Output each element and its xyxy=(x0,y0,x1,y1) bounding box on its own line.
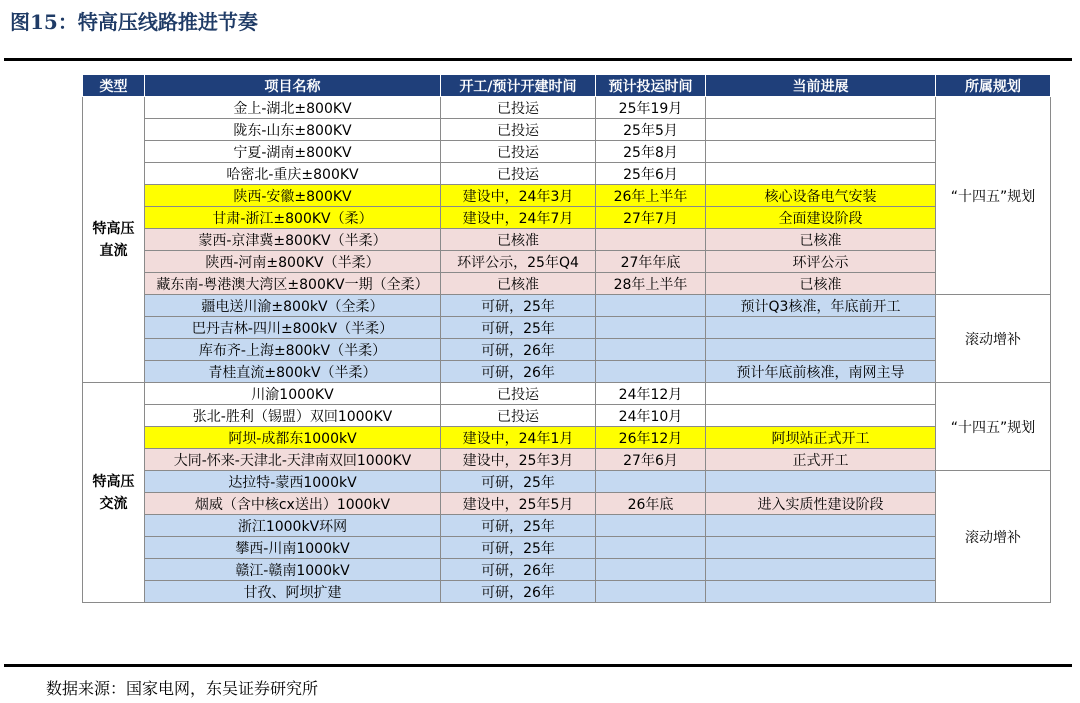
start-time-cell: 已投运 xyxy=(441,119,596,141)
start-time-cell: 已投运 xyxy=(441,383,596,405)
start-time-cell: 可研，25年 xyxy=(441,317,596,339)
figure-title: 图15：特高压线路推进节奏 xyxy=(10,10,258,34)
table-row xyxy=(83,361,1051,383)
progress-cell xyxy=(706,119,936,141)
start-time-cell: 可研，26年 xyxy=(441,581,596,603)
operation-time-cell: 26年底 xyxy=(596,493,706,515)
table-body xyxy=(83,97,1051,603)
category-cell: 特高压 直流 xyxy=(83,97,145,383)
project-name-cell: 蒙西-京津冀±800KV（半柔） xyxy=(145,229,441,251)
table-row xyxy=(83,141,1051,163)
operation-time-cell xyxy=(596,581,706,603)
header-type: 类型 xyxy=(83,75,145,97)
operation-time-cell xyxy=(596,229,706,251)
progress-cell xyxy=(706,559,936,581)
start-time-cell: 可研，25年 xyxy=(441,515,596,537)
start-time-cell: 可研，26年 xyxy=(441,339,596,361)
category-cell: 特高压 交流 xyxy=(83,383,145,603)
header-project-name: 项目名称 xyxy=(145,75,441,97)
header-plan: 所属规划 xyxy=(936,75,1051,97)
table-row xyxy=(83,251,1051,273)
project-name-cell: 甘孜、阿坝扩建 xyxy=(145,581,441,603)
project-name-cell: 宁夏-湖南±800KV xyxy=(145,141,441,163)
table-row xyxy=(83,97,1051,119)
project-name-cell: 赣江-赣南1000kV xyxy=(145,559,441,581)
table-row xyxy=(83,471,1051,493)
table-row xyxy=(83,339,1051,361)
operation-time-cell: 25年5月 xyxy=(596,119,706,141)
plan-cell: “十四五”规划 xyxy=(936,97,1051,295)
table-row xyxy=(83,383,1051,405)
project-name-cell: 张北-胜利（锡盟）双回1000KV xyxy=(145,405,441,427)
project-name-cell: 青桂直流±800kV（半柔） xyxy=(145,361,441,383)
start-time-cell: 可研，25年 xyxy=(441,295,596,317)
progress-cell xyxy=(706,581,936,603)
table-row xyxy=(83,581,1051,603)
table-row xyxy=(83,207,1051,229)
progress-cell: 已核准 xyxy=(706,229,936,251)
operation-time-cell: 27年6月 xyxy=(596,449,706,471)
header-progress: 当前进展 xyxy=(706,75,936,97)
project-name-cell: 陇东-山东±800KV xyxy=(145,119,441,141)
project-name-cell: 浙江1000kV环网 xyxy=(145,515,441,537)
start-time-cell: 已核准 xyxy=(441,229,596,251)
operation-time-cell: 26年12月 xyxy=(596,427,706,449)
source-note: 数据来源：国家电网，东吴证券研究所 xyxy=(46,679,319,698)
start-time-cell: 可研，25年 xyxy=(441,471,596,493)
operation-time-cell xyxy=(596,361,706,383)
start-time-cell: 建设中，25年3月 xyxy=(441,449,596,471)
plan-cell: 滚动增补 xyxy=(936,471,1051,603)
progress-cell xyxy=(706,537,936,559)
operation-time-cell xyxy=(596,515,706,537)
table-row xyxy=(83,295,1051,317)
start-time-cell: 已投运 xyxy=(441,405,596,427)
project-name-cell: 库布齐-上海±800kV（半柔） xyxy=(145,339,441,361)
start-time-cell: 可研，26年 xyxy=(441,361,596,383)
progress-cell: 进入实质性建设阶段 xyxy=(706,493,936,515)
operation-time-cell: 25年19月 xyxy=(596,97,706,119)
operation-time-cell xyxy=(596,295,706,317)
progress-cell xyxy=(706,515,936,537)
project-name-cell: 达拉特-蒙西1000kV xyxy=(145,471,441,493)
header-operation-time: 预计投运时间 xyxy=(596,75,706,97)
operation-time-cell: 25年8月 xyxy=(596,141,706,163)
progress-cell xyxy=(706,97,936,119)
progress-cell xyxy=(706,383,936,405)
start-time-cell: 已投运 xyxy=(441,97,596,119)
progress-cell xyxy=(706,339,936,361)
table-row xyxy=(83,317,1051,339)
table-row xyxy=(83,449,1051,471)
operation-time-cell: 24年12月 xyxy=(596,383,706,405)
project-name-cell: 甘肃-浙江±800KV（柔） xyxy=(145,207,441,229)
table-row xyxy=(83,405,1051,427)
plan-cell: 滚动增补 xyxy=(936,295,1051,383)
table-row xyxy=(83,273,1051,295)
operation-time-cell: 27年年底 xyxy=(596,251,706,273)
progress-cell xyxy=(706,471,936,493)
start-time-cell: 建设中，24年3月 xyxy=(441,185,596,207)
header-row xyxy=(83,75,1051,97)
table-row xyxy=(83,427,1051,449)
progress-cell: 环评公示 xyxy=(706,251,936,273)
start-time-cell: 建设中，25年5月 xyxy=(441,493,596,515)
operation-time-cell: 28年上半年 xyxy=(596,273,706,295)
start-time-cell: 环评公示，25年Q4 xyxy=(441,251,596,273)
start-time-cell: 已核准 xyxy=(441,273,596,295)
operation-time-cell xyxy=(596,471,706,493)
bottom-rule xyxy=(4,664,1072,667)
project-name-cell: 川渝1000KV xyxy=(145,383,441,405)
start-time-cell: 已投运 xyxy=(441,163,596,185)
operation-time-cell: 25年6月 xyxy=(596,163,706,185)
start-time-cell: 已投运 xyxy=(441,141,596,163)
project-name-cell: 哈密北-重庆±800KV xyxy=(145,163,441,185)
operation-time-cell xyxy=(596,339,706,361)
progress-cell: 核心设备电气安装 xyxy=(706,185,936,207)
header-start-time: 开工/预计开建时间 xyxy=(441,75,596,97)
table-row xyxy=(83,559,1051,581)
progress-cell: 全面建设阶段 xyxy=(706,207,936,229)
progress-cell: 已核准 xyxy=(706,273,936,295)
operation-time-cell: 26年上半年 xyxy=(596,185,706,207)
table-row xyxy=(83,537,1051,559)
progress-cell: 正式开工 xyxy=(706,449,936,471)
table-row xyxy=(83,185,1051,207)
project-name-cell: 攀西-川南1000kV xyxy=(145,537,441,559)
project-name-cell: 金上-湖北±800KV xyxy=(145,97,441,119)
project-name-cell: 陕西-安徽±800KV xyxy=(145,185,441,207)
start-time-cell: 建设中，24年7月 xyxy=(441,207,596,229)
project-name-cell: 烟威（含中核cx送出）1000kV xyxy=(145,493,441,515)
top-rule xyxy=(4,58,1072,61)
operation-time-cell xyxy=(596,537,706,559)
start-time-cell: 可研，26年 xyxy=(441,559,596,581)
project-name-cell: 疆电送川渝±800kV（全柔） xyxy=(145,295,441,317)
progress-cell xyxy=(706,163,936,185)
projects-table xyxy=(82,74,1051,603)
project-name-cell: 大同-怀来-天津北-天津南双回1000KV xyxy=(145,449,441,471)
table-row xyxy=(83,515,1051,537)
table-row xyxy=(83,229,1051,251)
table-row xyxy=(83,493,1051,515)
operation-time-cell: 24年10月 xyxy=(596,405,706,427)
operation-time-cell xyxy=(596,559,706,581)
plan-cell: “十四五”规划 xyxy=(936,383,1051,471)
operation-time-cell: 27年7月 xyxy=(596,207,706,229)
progress-cell xyxy=(706,405,936,427)
table-row xyxy=(83,163,1051,185)
progress-cell xyxy=(706,141,936,163)
project-name-cell: 陕西-河南±800KV（半柔） xyxy=(145,251,441,273)
progress-cell xyxy=(706,317,936,339)
operation-time-cell xyxy=(596,317,706,339)
progress-cell: 阿坝站正式开工 xyxy=(706,427,936,449)
start-time-cell: 建设中，24年1月 xyxy=(441,427,596,449)
start-time-cell: 可研，25年 xyxy=(441,537,596,559)
progress-cell: 预计年底前核准，南网主导 xyxy=(706,361,936,383)
table-row xyxy=(83,119,1051,141)
progress-cell: 预计Q3核准，年底前开工 xyxy=(706,295,936,317)
project-name-cell: 巴丹吉林-四川±800kV（半柔） xyxy=(145,317,441,339)
project-name-cell: 藏东南-粤港澳大湾区±800KV一期（全柔） xyxy=(145,273,441,295)
project-name-cell: 阿坝-成都东1000kV xyxy=(145,427,441,449)
